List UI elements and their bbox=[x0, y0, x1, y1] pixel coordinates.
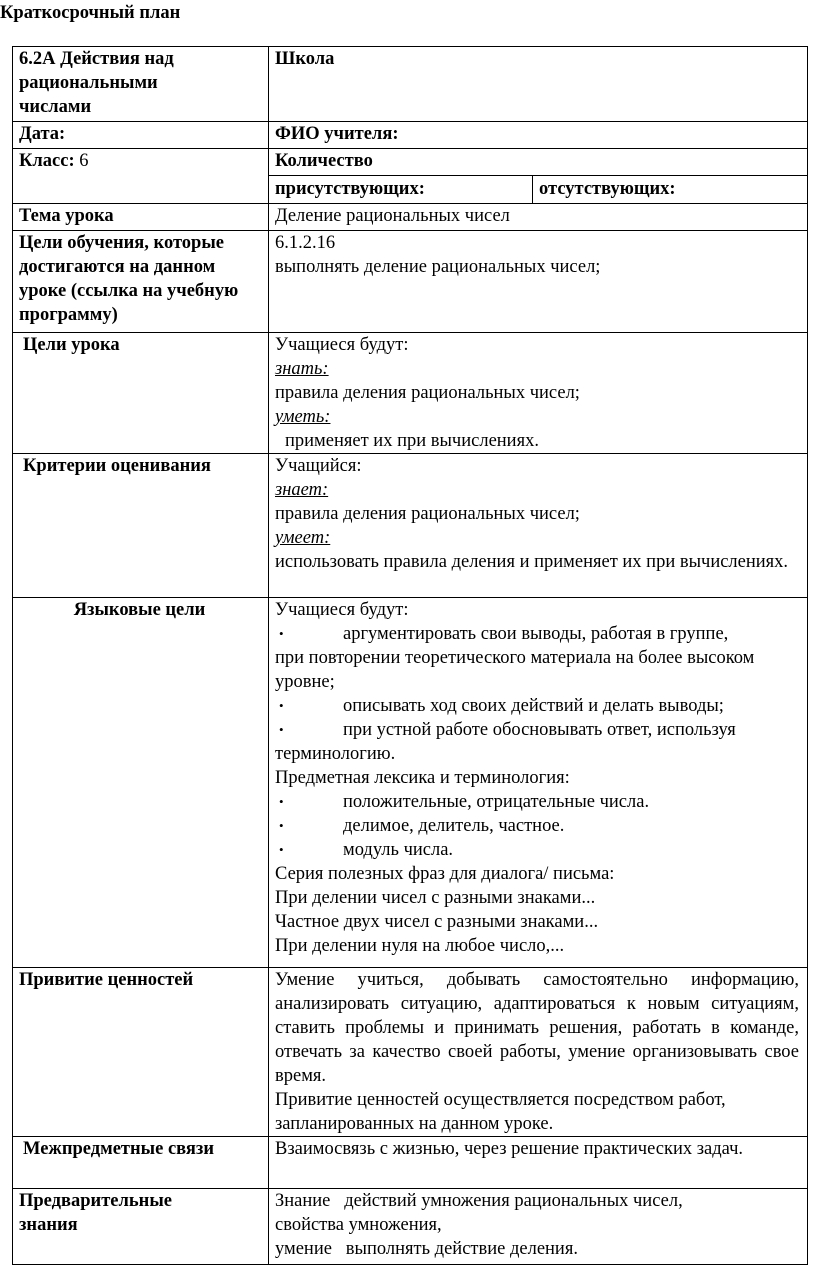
bullet-text: аргументировать свои выводы, работая в группе, bbox=[343, 624, 729, 644]
bullet-icon: • bbox=[279, 794, 284, 809]
vocab-heading: Предметная лексика и терминология: bbox=[275, 768, 570, 788]
class-value: 6 bbox=[79, 151, 89, 171]
school-label: Школа bbox=[275, 49, 335, 69]
prior-line-2: свойства умножения, bbox=[275, 1215, 442, 1235]
present-label: присутствующих: bbox=[275, 179, 425, 199]
row-criteria bbox=[13, 454, 808, 598]
teacher-cell bbox=[269, 122, 808, 149]
can-text: применяет их при вычислениях. bbox=[285, 431, 539, 451]
row-values bbox=[13, 968, 808, 1137]
phrase-2: Частное двух чисел с разными знаками... bbox=[275, 912, 599, 932]
unit-cell bbox=[13, 47, 269, 122]
vocab-item-3 bbox=[275, 838, 799, 862]
values-label: Привитие ценностей bbox=[13, 968, 269, 1137]
prior-cell bbox=[269, 1189, 808, 1265]
cross-text: Взаимосвязь с жизнью, через решение практических задач. bbox=[275, 1139, 744, 1159]
phrase-3: При делении нуля на любое число,... bbox=[275, 936, 565, 956]
bullet-text: описывать ход своих действий и делать выводы; bbox=[343, 696, 724, 716]
language-cell bbox=[269, 598, 808, 968]
language-bullet-1 bbox=[275, 622, 799, 646]
document-title: Краткосрочный план bbox=[0, 3, 181, 23]
row-prior bbox=[13, 1189, 808, 1265]
bullet-icon: • bbox=[279, 626, 284, 641]
teacher-label: ФИО учителя: bbox=[275, 124, 399, 144]
language-bullet-1-cont: при повторении теоретического материала на более высоком уровне; bbox=[275, 648, 755, 692]
lesson-goals-label: Цели урока bbox=[13, 333, 269, 454]
vocab-item-2 bbox=[275, 814, 799, 838]
bullet-icon: • bbox=[279, 698, 284, 713]
school-cell bbox=[269, 47, 808, 122]
bullet-icon: • bbox=[279, 818, 284, 833]
date-cell bbox=[13, 122, 269, 149]
date-label: Дата: bbox=[19, 124, 66, 144]
phrases-heading: Серия полезных фраз для диалога/ письма: bbox=[275, 864, 615, 884]
row-language bbox=[13, 598, 808, 968]
topic-value: Деление рациональных чисел bbox=[269, 204, 808, 231]
prior-label: Предварительные знания bbox=[19, 1191, 172, 1235]
lesson-plan-table bbox=[12, 46, 808, 1265]
language-bullet-2 bbox=[275, 694, 799, 718]
criteria-cell bbox=[269, 454, 808, 598]
row-topic bbox=[13, 204, 808, 231]
present-cell bbox=[269, 176, 533, 204]
row-cross bbox=[13, 1137, 808, 1189]
absent-cell bbox=[533, 176, 808, 204]
knows-label: знает: bbox=[275, 480, 329, 500]
bullet-text: модуль числа. bbox=[343, 840, 454, 860]
prior-line-1: Знание действий умножения рациональных чисел, bbox=[275, 1191, 683, 1211]
values-cell bbox=[269, 968, 808, 1137]
can-label: уметь: bbox=[275, 407, 331, 427]
objectives-cell bbox=[269, 231, 808, 333]
lesson-goals-cell bbox=[269, 333, 808, 454]
cross-label: Межпредметные связи bbox=[13, 1137, 269, 1189]
language-label: Языковые цели bbox=[13, 598, 269, 968]
vocab-item-1 bbox=[275, 790, 799, 814]
objectives-text: выполнять деление рациональных чисел; bbox=[275, 257, 601, 277]
cross-cell bbox=[269, 1137, 808, 1189]
row-objectives bbox=[13, 231, 808, 333]
bullet-text: положительные, отрицательные числа. bbox=[343, 792, 650, 812]
criteria-intro: Учащийся: bbox=[275, 456, 362, 476]
class-cell bbox=[13, 149, 269, 204]
criteria-label: Критерии оценивания bbox=[13, 454, 269, 598]
topic-label: Тема урока bbox=[13, 204, 269, 231]
phrase-1: При делении чисел с разными знаками... bbox=[275, 888, 596, 908]
knows-text: правила деления рациональных чисел; bbox=[275, 504, 580, 524]
know-label: знать: bbox=[275, 359, 329, 379]
unit-label: 6.2А Действия над рациональными числами bbox=[19, 49, 174, 117]
bullet-icon: • bbox=[279, 842, 284, 857]
prior-line-3: умение выполнять действие деления. bbox=[275, 1239, 578, 1259]
bullet-text: делимое, делитель, частное. bbox=[343, 816, 565, 836]
row-date bbox=[13, 122, 808, 149]
values-text-1: Умение учиться, добывать самостоятельно информацию, анализировать ситуацию, адаптироваться к новым ситуациям, ставить проблемы и принимать решения, работать в команде, отвечать за качество своей работы, умение организовывать свое время. bbox=[275, 970, 799, 1086]
row-unit bbox=[13, 47, 808, 122]
objectives-label: Цели обучения, которые достигаются на данном уроке (ссылка на учебную программу) bbox=[13, 231, 269, 333]
can-criteria-text: использовать правила деления и применяет их при вычислениях. bbox=[275, 552, 789, 572]
know-text: правила деления рациональных чисел; bbox=[275, 383, 580, 403]
language-intro: Учащиеся будут: bbox=[275, 600, 409, 620]
count-cell bbox=[269, 149, 808, 176]
can-criteria-label: умеет: bbox=[275, 528, 331, 548]
prior-label-cell bbox=[13, 1189, 269, 1265]
bullet-text: при устной работе обосновывать ответ, используя bbox=[343, 720, 736, 740]
language-bullet-3 bbox=[275, 718, 799, 742]
lesson-goals-intro: Учащиеся будут: bbox=[275, 335, 409, 355]
absent-label: отсутствующих: bbox=[539, 179, 676, 199]
row-lesson-goals bbox=[13, 333, 808, 454]
language-bullet-3-cont: терминологию. bbox=[275, 744, 396, 764]
count-label: Количество bbox=[275, 151, 373, 171]
class-label: Класс: bbox=[19, 151, 75, 171]
bullet-icon: • bbox=[279, 722, 284, 737]
objectives-code: 6.1.2.16 bbox=[275, 233, 336, 253]
values-text-2: Привитие ценностей осуществляется посредством работ, запланированных на данном уроке. bbox=[275, 1090, 726, 1134]
row-class-count bbox=[13, 149, 808, 176]
